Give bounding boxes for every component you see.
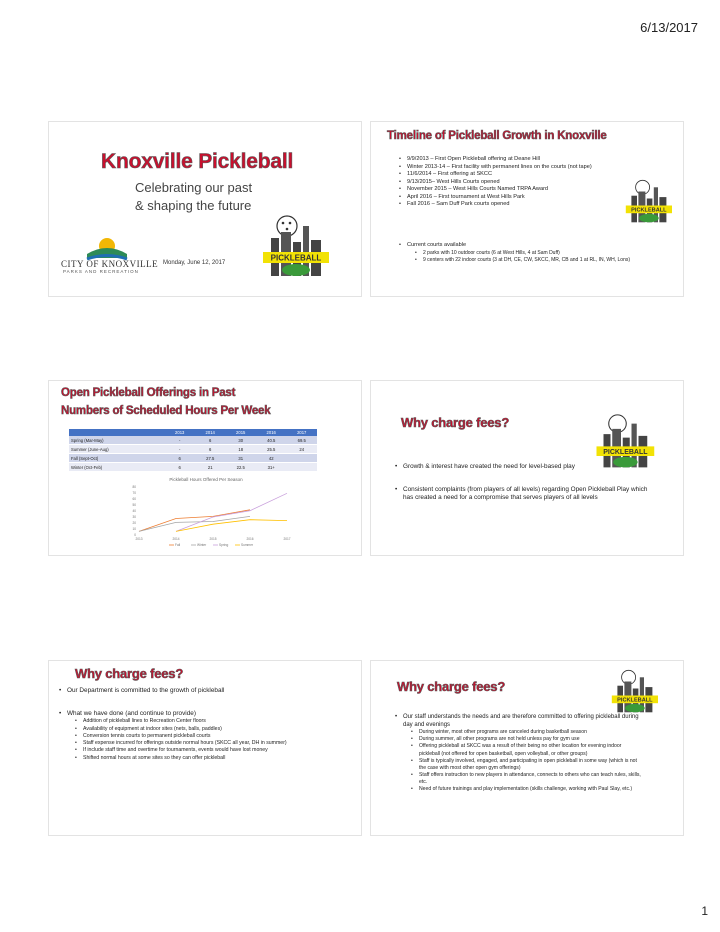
courts-list	[399, 242, 679, 264]
commitment-list	[59, 687, 355, 762]
city-logo-dept: PARKS AND RECREATION	[63, 269, 139, 274]
list-item: • Shifted normal hours at some sites so they can offer pickleball	[75, 755, 355, 762]
y-tick-label: 30	[132, 515, 136, 520]
slide-title: Knoxville Pickleball	[101, 150, 294, 173]
table-row	[69, 445, 317, 454]
svg-text:PICKLEBALL: PICKLEBALL	[270, 253, 322, 263]
table-cell: 69.5	[286, 436, 317, 445]
legend-label: Fall	[175, 543, 181, 548]
subtitle-line-1: Celebrating our past	[135, 180, 253, 195]
list-item: • Conversion tennis courts to permanent pickleball courts	[75, 733, 355, 740]
courts-label: Current courts available	[407, 242, 467, 248]
list-item: What we have done (and continue to provide)	[67, 709, 196, 717]
table-header: 2013	[164, 429, 195, 436]
list-item: • Winter 2013-14 – First facility with permanent lines on the courts (not tape)	[399, 164, 679, 172]
list-item: • During summer, all other programs are not held unless pay for gym use	[411, 736, 643, 743]
x-tick-label: 2013	[135, 537, 143, 541]
hours-line-chart	[127, 483, 297, 553]
table-cell: 25.5	[256, 445, 287, 454]
y-tick-label: 70	[132, 491, 136, 496]
y-tick-label: 60	[132, 497, 136, 502]
x-tick-label: 2017	[283, 537, 291, 541]
table-header: 2017	[286, 429, 317, 436]
series-line-spring	[176, 493, 287, 531]
table-cell: 27.5	[195, 454, 226, 463]
list-item: • Need of future trainings and play implementation (skills challenge, working with Paul Slay, etc.)	[411, 786, 643, 793]
table-cell: 24	[286, 445, 317, 454]
subtitle-line-2: & shaping the future	[135, 198, 252, 213]
table-row	[69, 436, 317, 445]
y-tick-label: 0	[134, 533, 136, 538]
list-item: • Staff expense incurred for offerings outside normal hours (SKCC all year, DH in summer)	[75, 740, 355, 747]
y-tick-label: 10	[132, 527, 136, 532]
page-number: 1	[701, 904, 708, 918]
table-cell: 40.5	[256, 436, 287, 445]
table-cell: 22.5	[225, 463, 256, 472]
table-header	[69, 429, 164, 436]
list-item: • 2 parks with 10 outdoor courts (6 at West Hills, 4 at Sam Duff)	[415, 250, 679, 257]
slide-2-timeline	[370, 121, 684, 297]
list-item: • Staff is typically involved, engaged, and participating in open pickleball in some way (which is not the case with most other open gym offerings)	[411, 758, 643, 772]
table-cell: Winter (Oct-Feb)	[69, 463, 164, 472]
table-cell: 6	[164, 463, 195, 472]
slide-6-why-fees	[370, 660, 684, 836]
pickleball-logo-icon	[609, 667, 665, 717]
table-row	[69, 463, 317, 472]
slide-title: Why charge fees?	[75, 666, 184, 681]
legend-label: Spring	[219, 543, 229, 548]
list-item: • April 2016 – First tournament at West Hills Park	[399, 194, 679, 202]
table-cell: Spring (Mar-May)	[69, 436, 164, 445]
list-item: • Availability of equipment at indoor sites (nets, balls, paddles)	[75, 726, 355, 733]
y-tick-label: 20	[132, 521, 136, 526]
x-tick-label: 2016	[246, 537, 254, 541]
print-date: 6/13/2017	[640, 20, 698, 35]
series-line-summer	[176, 520, 287, 532]
slide-title: Why charge fees?	[397, 679, 506, 694]
list-item: • 9/9/2013 – First Open Pickleball offering at Deane Hill	[399, 156, 679, 164]
list-item: • 9 centers with 22 indoor courts (3 at DH, CE, CW, SKCC, MR, CB and 1 at RL, IN, WH, Lons)	[415, 257, 679, 264]
list-item: • 9/13/2015– West Hills Courts opened	[399, 179, 679, 187]
table-cell: 6	[195, 436, 226, 445]
list-item: • Staff offers instruction to new players in attendance, connects to others who can teach rules, skills, etc.	[411, 772, 643, 786]
table-cell: 6	[164, 454, 195, 463]
pickleball-logo-icon	[623, 176, 679, 228]
list-item: • Offering pickleball at SKCC was a result of their being no other location for evening indoor pickleball (not offered for open basketball, open volleyball, or other groups)	[411, 743, 643, 757]
reasons-list	[395, 463, 657, 503]
x-tick-label: 2015	[209, 537, 217, 541]
y-tick-label: 80	[132, 485, 136, 490]
slide-title-line-2: Numbers of Scheduled Hours Per Week	[61, 405, 271, 417]
slide-title: Why charge fees?	[401, 415, 510, 430]
svg-text:PICKLEBALL: PICKLEBALL	[617, 697, 653, 704]
table-cell: 42	[256, 454, 287, 463]
list-item: • During winter, most other programs are canceled during basketball season	[411, 729, 643, 736]
table-header: 2016	[256, 429, 287, 436]
slide-4-why-fees	[370, 380, 684, 556]
list-item: • Fall 2016 – Sam Duff Park courts opened	[399, 201, 679, 209]
list-item: • Consistent complaints (from players of all levels) regarding Open Pickleball Play which has created a need for a compromise that serves players of all levels	[395, 486, 657, 503]
legend-label: Winter	[197, 543, 207, 548]
svg-text:PICKLEBALL: PICKLEBALL	[631, 207, 667, 214]
x-tick-label: 2014	[172, 537, 180, 541]
slide-title-line-1: Open Pickleball Offerings in Past	[61, 387, 236, 399]
svg-text:PICKLEBALL: PICKLEBALL	[603, 448, 648, 456]
slide-title: Timeline of Pickleball Growth in Knoxville	[387, 130, 607, 142]
list-item: • If include staff time and overtime for tournaments, events would have lost money	[75, 747, 355, 754]
y-tick-label: 50	[132, 503, 136, 508]
y-tick-label: 40	[132, 509, 136, 514]
table-cell: 6	[195, 445, 226, 454]
table-cell	[286, 463, 317, 472]
table-header: 2014	[195, 429, 226, 436]
list-item: • 11/6/2014 – First offering at SKCC	[399, 171, 679, 179]
list-item: • November 2015 – West Hills Courts Named TRPA Award	[399, 186, 679, 194]
legend-label: Summer	[241, 543, 254, 548]
table-header: 2015	[225, 429, 256, 436]
hours-table	[69, 429, 317, 472]
table-cell: 31+	[256, 463, 287, 472]
slide-5-why-fees	[48, 660, 362, 836]
chart-title: Pickleball Hours Offered Per Season	[169, 477, 243, 482]
table-cell: 18	[225, 445, 256, 454]
staff-list	[395, 713, 643, 793]
table-cell: -	[164, 445, 195, 454]
table-cell: 31	[225, 454, 256, 463]
list-item: • Our Department is committed to the growth of pickleball	[59, 687, 355, 696]
table-cell	[286, 454, 317, 463]
city-of-knoxville-logo-icon	[57, 232, 157, 282]
list-item: • Growth & interest have created the need for level-based play	[395, 463, 657, 472]
city-logo-text: CITY OF KNOXVILLE	[61, 259, 159, 269]
table-cell: 21	[195, 463, 226, 472]
pickleball-logo-icon	[259, 212, 339, 282]
slide-1-title	[48, 121, 362, 297]
table-cell: Fall (Sept-Oct)	[69, 454, 164, 463]
slide-3-offerings	[48, 380, 362, 556]
table-cell: Summer (June-Aug)	[69, 445, 164, 454]
table-row	[69, 454, 317, 463]
list-item: • Addition of pickleball lines to Recreation Center floors	[75, 718, 355, 725]
list-item: Our staff understands the needs and are therefore committed to offering pickleball during day and evenings	[403, 714, 639, 729]
table-cell: 30	[225, 436, 256, 445]
table-cell: -	[164, 436, 195, 445]
presentation-date: Monday, June 12, 2017	[163, 260, 226, 266]
